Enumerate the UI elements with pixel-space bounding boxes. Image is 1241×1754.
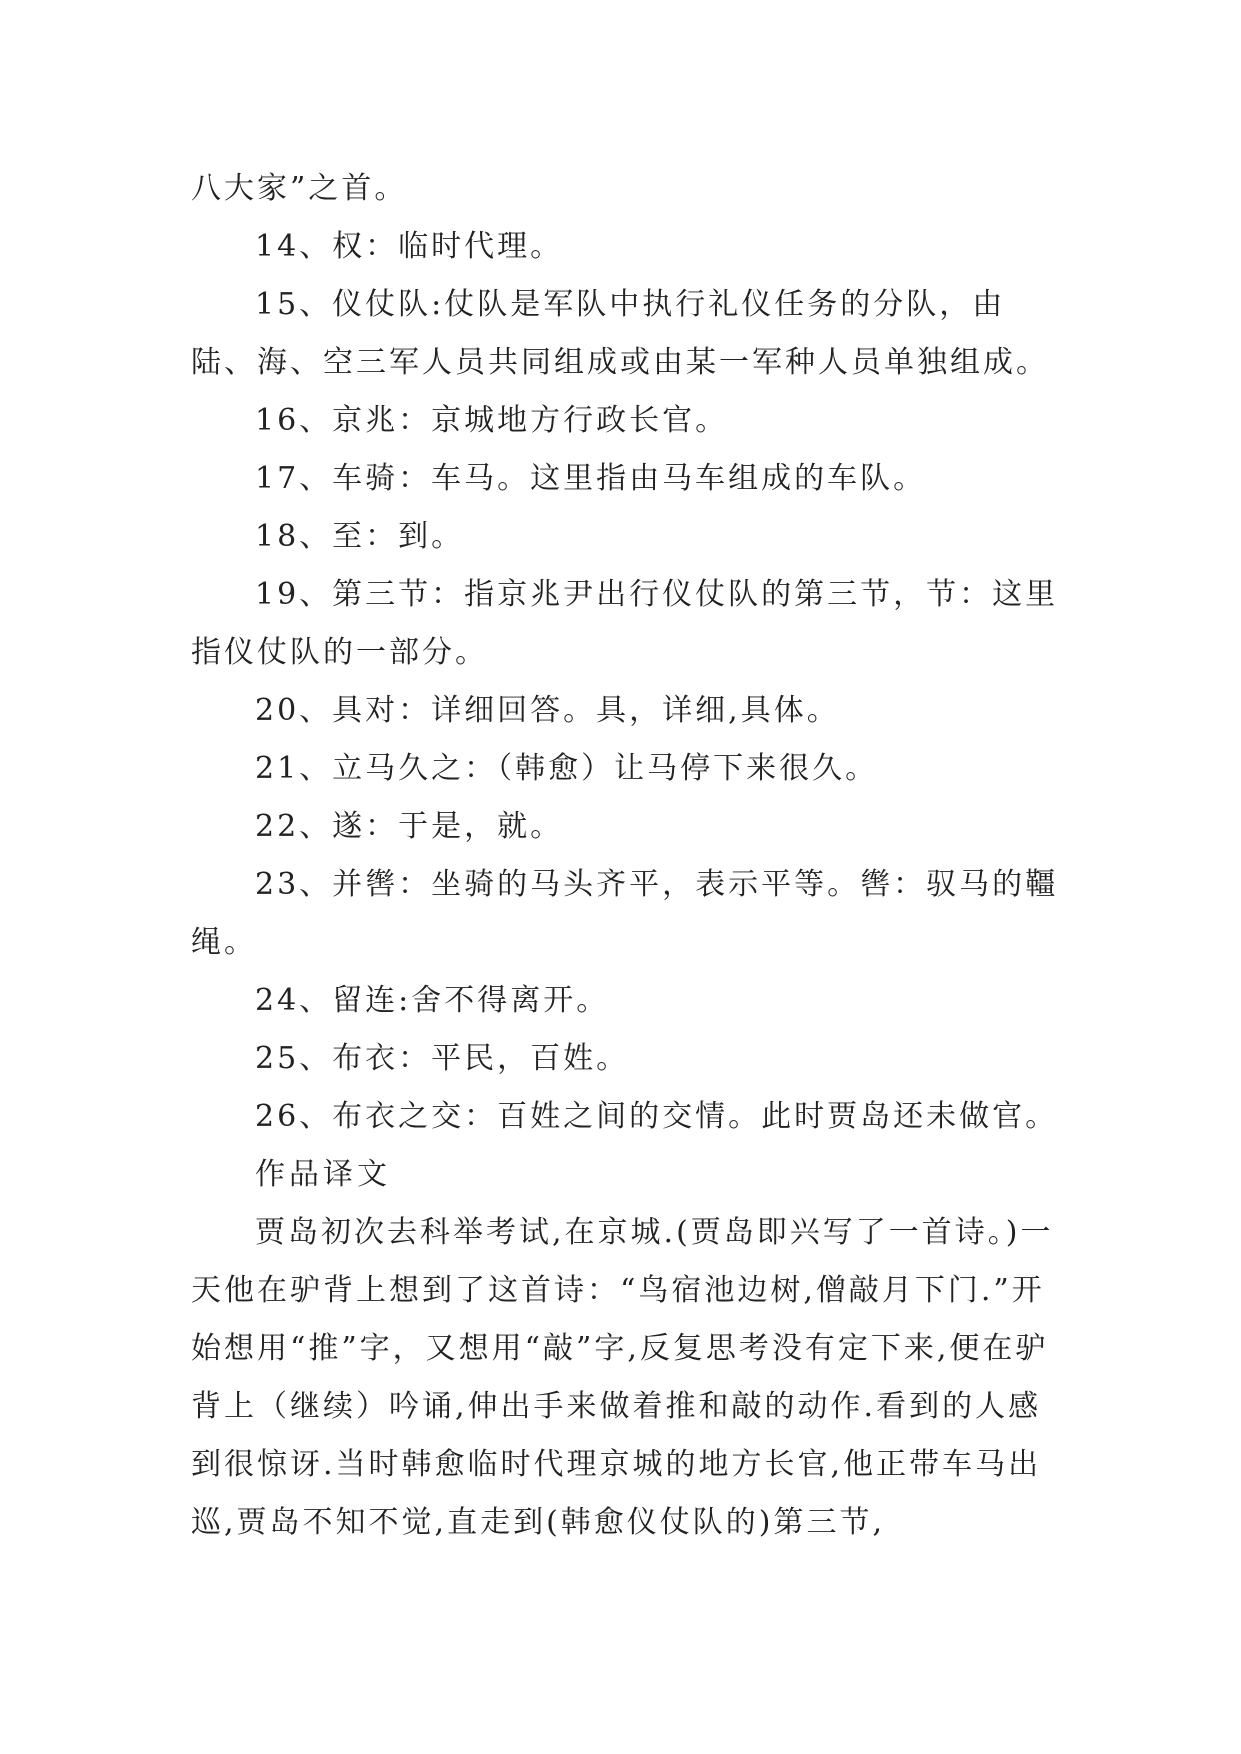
note-16: 16、京兆：京城地方行政长官。 [255,403,729,438]
note-20: 20、具对：详细回答。具，详细,具体。 [255,693,840,728]
note-24: 24、留连:舍不得离开。 [255,983,610,1018]
note-18: 18、至：到。 [255,519,465,554]
note-15: 15、仪仗队:仗队是军队中执行礼仪任务的分队，由陆、海、空三军人员共同组成或由某一军种人员单独组成。 [191,287,1049,380]
note-14: 14、权：临时代理。 [255,229,564,264]
note-21: 21、立马久之：（韩愈）让马停下来很久。 [255,751,879,786]
document-body [191,160,1071,1552]
note-22: 22、遂：于是，就。 [255,809,564,844]
note-23: 23、并辔：坐骑的马头齐平，表示平等。辔：驭马的韁绳。 [191,867,1059,960]
note-25: 25、布衣：平民，百姓。 [255,1041,630,1076]
note-26: 26、布衣之交：百姓之间的交情。此时贾岛还未做官。 [255,1099,1059,1134]
section-heading-translation: 作品译文 [255,1157,391,1192]
paragraph-continuation: 八大家”之首。 [191,171,408,206]
note-19: 19、第三节：指京兆尹出行仪仗队的第三节，节：这里指仪仗队的一部分。 [191,577,1059,670]
note-17: 17、车骑：车马。这里指由马车组成的车队。 [255,461,927,496]
translation-paragraph: 贾岛初次去科举考试,在京城.(贾岛即兴写了一首诗。)一天他在驴背上想到了这首诗：“鸟宿池边树,僧敲月下门.”开始想用“推”字，又想用“敲”字,反复思考没有定下来,便在驴背上（继续）吟诵,伸出手来做着推和敲的动作.看到的人感到很惊讶.当时韩愈临时代理京城的地方长官,他正带车马出巡,贾岛不知不觉,直走到(韩愈仪仗队的)第三节, [191,1215,1054,1540]
